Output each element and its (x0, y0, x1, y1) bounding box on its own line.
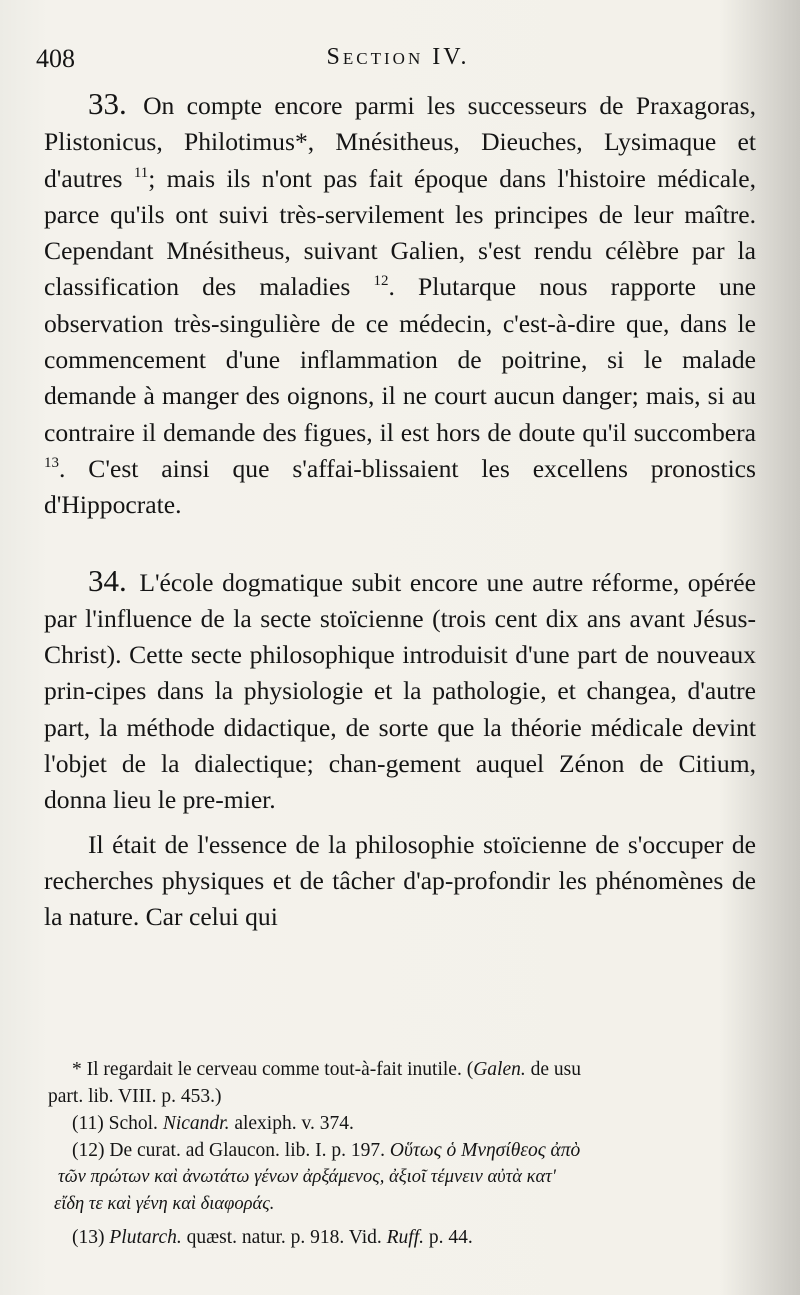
text-line: Dieuches, Lysimaque et d'autres (44, 127, 756, 193)
footnote-citation: Nicandr. (162, 1113, 230, 1134)
paragraph-number: 34. (88, 562, 127, 598)
text-line: Il était de l'essence de la philosophie stoïcienne de (88, 829, 620, 859)
text-line: cipes dans la physiologie et la pathologie, et changea, (93, 676, 677, 706)
paragraph-33 (44, 86, 756, 524)
paragraph-34 (44, 563, 756, 819)
text-line: profondir les phénomènes de la nature. Car celui qui (44, 865, 756, 932)
text-line: nous rapporte une observation très-singulière de ce (44, 272, 756, 338)
footnote-mark: * (72, 1059, 82, 1080)
footnote-mark: (13) (72, 1227, 105, 1248)
footnote-star-line2: part. lib. VIII. p. 453.) (48, 1086, 222, 1107)
text-line: (trois cent dix ans avant Jésus-Christ). Cette secte (44, 603, 757, 670)
footnote-text: De curat. ad Glaucon. lib. I. p. 197. (109, 1140, 386, 1161)
footnote-citation: Plutarch. (109, 1227, 182, 1248)
text-line: célèbre par la classification des maladies (44, 236, 756, 302)
footnotes (48, 1056, 764, 1251)
text-line: ont suivi très-servilement les principes de leur maître. (175, 199, 756, 229)
footnote-citation: Ruff. (386, 1227, 425, 1248)
greek-quote: Οὕτως ὁ Μνησίθεος ἀπὸ (389, 1140, 581, 1161)
text-line: gement auquel Zénon de Citium, donna lieu le pre- (44, 749, 756, 815)
text-line: pas fait époque dans l'histoire médicale, parce qu'ils (44, 163, 756, 229)
text-line: L'école dogmatique subit encore une autre (139, 567, 584, 597)
text-line: médecin, c'est-à-dire que, dans le commencement (44, 308, 756, 375)
footnote-text: Schol. (108, 1113, 158, 1134)
text-line: théorie médicale devint l'objet de la dialectique; chan- (44, 712, 756, 779)
footnote-star (48, 1056, 764, 1083)
text-line: On compte encore parmi les successeurs de (143, 91, 624, 120)
footnote-text: de usu (530, 1059, 581, 1080)
text-line: blissaient les excellens pronostics d'Hippocrate. (44, 453, 756, 520)
footnote-mark: (11) (72, 1113, 104, 1134)
text-line: mais, si au contraire il demande des figues, il est hors (44, 381, 756, 447)
paragraph-continuation (44, 827, 756, 936)
footnote-ref-12: 12 (373, 273, 389, 290)
running-header (36, 44, 760, 78)
footnote-ref-11: 11 (133, 164, 149, 181)
text-line: . Plutarque (388, 272, 517, 302)
footnote-citation: Galen. (473, 1059, 526, 1080)
text-line: Praxagoras, Plistonicus, Philotimus*, Mnésitheus, (44, 91, 756, 157)
footnote-text: alexiph. v. 374. (234, 1113, 354, 1134)
text-line: s'occuper de recherches physiques et de tâcher d'ap- (44, 829, 757, 895)
text-line: à manger des oignons, il ne court aucun danger; (143, 381, 639, 411)
footnote-text: Il regardait le cerveau comme tout-à-fait inutile. ( (86, 1059, 474, 1080)
text-line: de doute qu'il succombera (487, 417, 756, 447)
greek-quote-line: εἴδη τε καὶ γένη καὶ διαφοράς. (54, 1194, 275, 1214)
section-title: Section IV. (326, 44, 470, 70)
footnote-mark: (12) (72, 1140, 105, 1161)
footnote-11 (48, 1110, 764, 1137)
text-line: mier. (223, 785, 276, 815)
footnote-12 (48, 1137, 764, 1164)
text-line: réforme, opérée par l'influence de la secte stoïcienne (44, 567, 756, 633)
text-line: . C'est ainsi que s'affai- (59, 453, 362, 483)
text-line: d'autre part, la méthode didactique, de sorte que la (44, 676, 756, 742)
footnote-text: p. 44. (428, 1227, 473, 1248)
main-text (44, 86, 756, 936)
paragraph-gap (44, 524, 756, 563)
footnote-ref-13: 13 (44, 454, 59, 471)
greek-quote-line: τῶν πρώτων καὶ ἀνωτάτω γένων ἀρξάμενος, ἀξιοῖ τέμνειν αὐτὰ κατ' (58, 1167, 556, 1187)
footnote-13 (48, 1224, 764, 1251)
text-line: d'une inflammation de poitrine, si le malade demande (44, 345, 756, 411)
text-line: ; mais ils n'ont (148, 163, 312, 193)
paragraph-number: 33. (88, 86, 127, 121)
text-line: Cependant Mnésitheus, suivant Galien, s'est rendu (44, 236, 593, 266)
text-line: philosophique introduisit d'une part de nouveaux prin- (44, 640, 757, 706)
footnote-text: quæst. natur. p. 918. Vid. (186, 1227, 382, 1248)
page-number: 408 (36, 44, 75, 73)
